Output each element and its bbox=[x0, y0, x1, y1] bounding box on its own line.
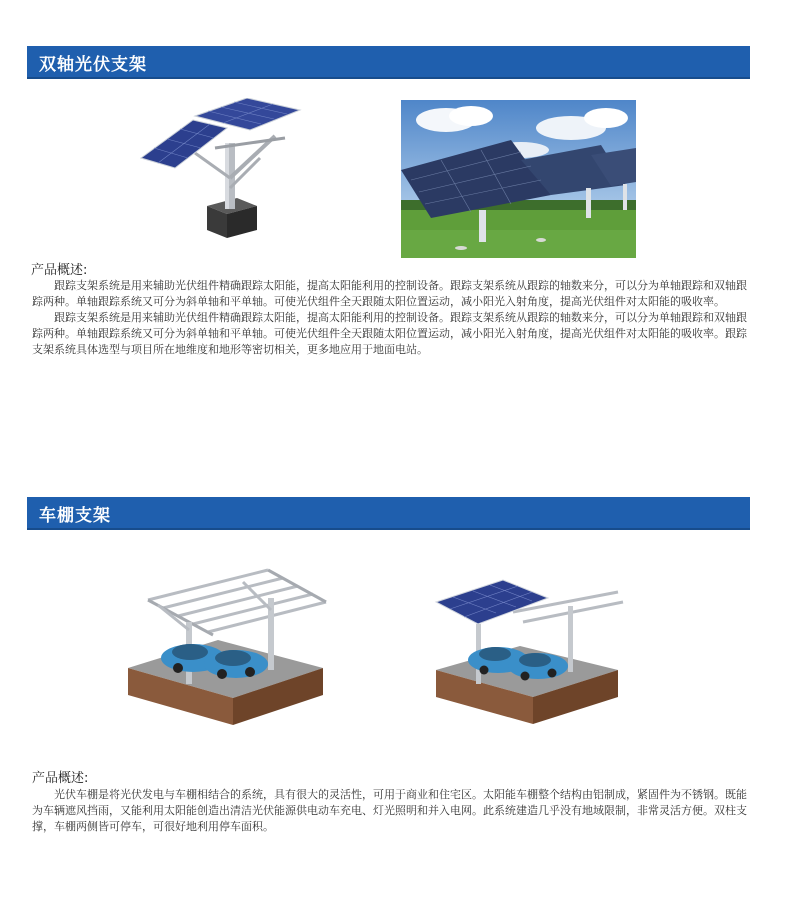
desc-label-dual-axis: 产品概述: bbox=[31, 263, 88, 278]
section-header-carport bbox=[27, 497, 750, 530]
section-header-dual-axis bbox=[27, 46, 750, 79]
section-title: 车棚支架 bbox=[39, 506, 111, 526]
desc-label-carport: 产品概述: bbox=[32, 771, 89, 786]
carport-frame-image bbox=[118, 560, 338, 730]
dual-axis-tracker-image bbox=[135, 98, 305, 248]
desc-text-carport bbox=[32, 787, 750, 835]
desc-text-dual-axis bbox=[32, 278, 750, 358]
section-title: 双轴光伏支架 bbox=[39, 55, 147, 75]
paragraph: 跟踪支架系统是用来辅助光伏组件精确跟踪太阳能，提高太阳能利用的控制设备。跟踪支架系统从跟踪的轴数来分，可以分为单轴跟踪和双轴跟踪两种。单轴跟踪系统又可分为斜单轴和平单轴。可使光伏组件全天跟随太阳位置运动，减小阳光入射角度，提高光伏组件对太阳能的吸收率。 bbox=[32, 279, 747, 308]
paragraph: 跟踪支架系统是用来辅助光伏组件精确跟踪太阳能，提高太阳能利用的控制设备。跟踪支架系统从跟踪的轴数来分，可以分为单轴跟踪和双轴跟踪两种。单轴跟踪系统又可分为斜单轴和平单轴。可使光伏组件全天跟随太阳位置运动，减小阳光入射角度，提高光伏组件对太阳能的吸收率。跟踪支架系统具体选型与项目所在地维度和地形等密切相关，更多地应用于地面电站。 bbox=[32, 311, 747, 356]
carport-with-panels-image bbox=[428, 572, 628, 732]
dual-axis-field-photo bbox=[401, 100, 636, 258]
paragraph: 光伏车棚是将光伏发电与车棚相结合的系统，具有很大的灵活性，可用于商业和住宅区。太阳能车棚整个结构由铝制成，紧固件为不锈钢。既能为车辆遮风挡雨，又能利用太阳能创造出清洁光伏能源供电动车充电、灯光照明和并入电网。此系统建造几乎没有地域限制，非常灵活方便。双柱支撑，车棚两侧皆可停车，可很好地利用停车面积。 bbox=[32, 788, 747, 833]
